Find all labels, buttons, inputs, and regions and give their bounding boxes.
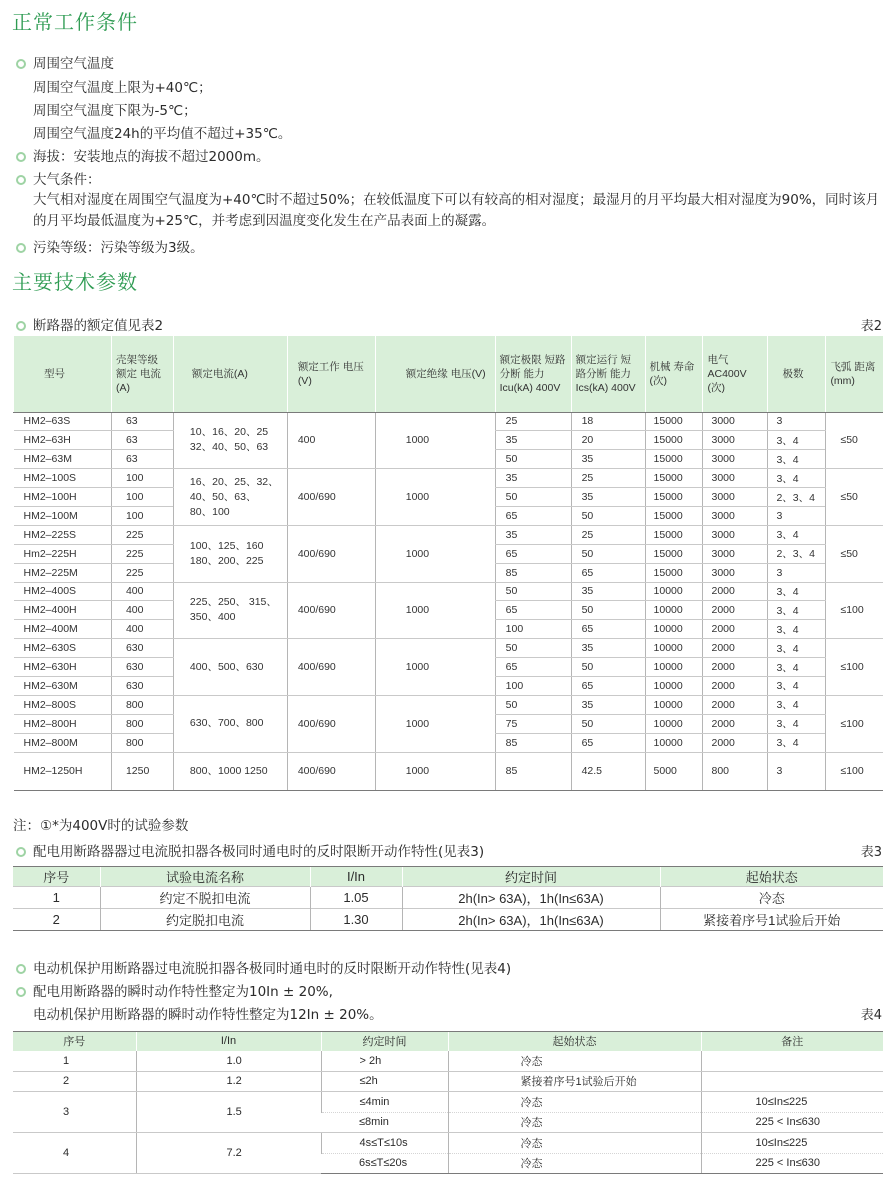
- table2-caption: [16, 314, 163, 334]
- ics-cell: 50: [571, 601, 645, 620]
- icu-cell: 50: [495, 582, 571, 601]
- icu-cell: 50: [495, 488, 571, 507]
- arc-distance-cell: ≤50: [826, 412, 883, 469]
- table-row: [14, 639, 884, 658]
- t3-cell: 约定不脱扣电流: [100, 887, 310, 909]
- elec-life-cell: 2000: [703, 582, 768, 601]
- frame-current-cell: 400: [111, 582, 173, 601]
- frame-current-cell: 1250: [111, 752, 173, 790]
- model-cell: Hm2–225H: [14, 544, 112, 563]
- icu-cell: 85: [495, 752, 571, 790]
- rated-current-cell: 800、1000 1250: [173, 752, 287, 790]
- insulation-cell: 1000: [375, 582, 495, 639]
- t4-time-cell: ≤2h: [321, 1071, 448, 1092]
- t3-cell: 2: [13, 909, 100, 931]
- instant-distribution-setting: [16, 980, 333, 1000]
- t3-cell: 约定脱扣电流: [100, 909, 310, 931]
- mech-life-cell: 15000: [645, 525, 703, 544]
- section-title-working-conditions: 正常工作条件: [12, 10, 138, 34]
- table-row: [13, 1051, 883, 1072]
- t4-remark-cell: 10≤In≤225: [701, 1133, 883, 1154]
- t3-cell: 1: [13, 887, 100, 909]
- frame-current-cell: 63: [111, 431, 173, 450]
- arc-distance-cell: ≤50: [826, 469, 883, 526]
- bullet-circle-icon: [16, 243, 26, 253]
- model-cell: HM2–1250H: [14, 752, 112, 790]
- t4-ratio-cell: 1.5: [136, 1092, 321, 1133]
- frame-current-cell: 630: [111, 676, 173, 695]
- t3-header-ratio: I/In: [310, 867, 402, 887]
- icu-cell: 50: [495, 450, 571, 469]
- icu-cell: 35: [495, 469, 571, 488]
- elec-life-cell: 3000: [703, 412, 768, 431]
- poles-cell: 3: [768, 412, 826, 431]
- col-header-rated-current: 额定电流(A): [173, 336, 287, 412]
- t4-time-cell: ≤4min: [321, 1092, 448, 1113]
- model-cell: HM2–800M: [14, 733, 112, 752]
- t4-header-no: 序号: [13, 1032, 136, 1051]
- caption-text: 配电用断路器的瞬时动作特性整定为10In ± 20%,: [33, 984, 333, 1000]
- mech-life-cell: 10000: [645, 695, 703, 714]
- frame-current-cell: 400: [111, 601, 173, 620]
- insulation-cell: 1000: [375, 412, 495, 469]
- t3-cell: 2h(In> 63A)，1h(In≤63A): [402, 909, 660, 931]
- ics-cell: 65: [571, 733, 645, 752]
- model-cell: HM2–100H: [14, 488, 112, 507]
- mech-life-cell: 10000: [645, 582, 703, 601]
- elec-life-cell: 3000: [703, 450, 768, 469]
- t4-time-cell: 6s≤T≤20s: [321, 1153, 448, 1174]
- rated-current-cell: 400、500、630: [173, 639, 287, 696]
- col-header-icu: 额定极限 短路分断 能力 Icu(kA) 400V: [495, 336, 571, 412]
- elec-life-cell: 2000: [703, 714, 768, 733]
- t4-remark-cell: [701, 1071, 883, 1092]
- icu-cell: 50: [495, 639, 571, 658]
- icu-cell: 25: [495, 412, 571, 431]
- ics-cell: 50: [571, 714, 645, 733]
- section-title-main-parameters: 主要技术参数: [12, 270, 138, 294]
- t4-ratio-cell: 1.2: [136, 1071, 321, 1092]
- mech-life-cell: 10000: [645, 601, 703, 620]
- table-row: [14, 412, 884, 431]
- model-cell: HM2–63S: [14, 412, 112, 431]
- table-row: [13, 1092, 883, 1113]
- t4-time-cell: 4s≤T≤10s: [321, 1133, 448, 1154]
- atmosphere-paragraph: 大气相对湿度在周围空气温度为+40℃时不超过50%；在较低温度下可以有较高的相对湿度；最湿月的月平均最大相对湿度为90%，同时该月的月平均最低温度为+25℃，并考虑到因温度变化发生在产品表面上的凝露。: [33, 192, 880, 229]
- caption-text: 配电用断路器器过电流脱扣器各极同时通电时的反时限断开动作特性(见表3): [33, 844, 485, 860]
- elec-life-cell: 2000: [703, 695, 768, 714]
- bullet-circle-icon: [16, 987, 26, 997]
- col-header-elec-life: 电气 AC400V (次): [703, 336, 768, 412]
- t3-cell: 紧接着序号1试验后开始: [660, 909, 883, 931]
- table-row: [13, 1133, 883, 1154]
- rated-current-cell: 225、250、 315、350、400: [173, 582, 287, 639]
- ics-cell: 20: [571, 431, 645, 450]
- col-header-ics: 额定运行 短路分断 能力 Ics(kA) 400V: [571, 336, 645, 412]
- ics-cell: 65: [571, 676, 645, 695]
- ics-cell: 35: [571, 639, 645, 658]
- model-cell: HM2–100M: [14, 506, 112, 525]
- elec-life-cell: 3000: [703, 563, 768, 582]
- t4-no-cell: 2: [13, 1071, 136, 1092]
- icu-cell: 65: [495, 601, 571, 620]
- icu-cell: 65: [495, 544, 571, 563]
- voltage-cell: 400: [287, 412, 375, 469]
- arc-distance-cell: ≤50: [826, 525, 883, 582]
- t4-header-remark: 备注: [701, 1032, 883, 1051]
- ics-cell: 50: [571, 544, 645, 563]
- arc-distance-cell: ≤100: [826, 752, 883, 790]
- icu-cell: 100: [495, 676, 571, 695]
- ics-cell: 35: [571, 582, 645, 601]
- t3-header-no: 序号: [13, 867, 100, 887]
- t3-cell: 1.30: [310, 909, 402, 931]
- col-header-frame-current: 壳架等级 额定 电流(A): [111, 336, 173, 412]
- model-cell: HM2–630H: [14, 658, 112, 677]
- mech-life-cell: 15000: [645, 488, 703, 507]
- elec-life-cell: 3000: [703, 544, 768, 563]
- mech-life-cell: 10000: [645, 639, 703, 658]
- elec-life-cell: 3000: [703, 431, 768, 450]
- icu-cell: 50: [495, 695, 571, 714]
- frame-current-cell: 630: [111, 658, 173, 677]
- model-cell: HM2–800H: [14, 714, 112, 733]
- model-cell: HM2–400M: [14, 620, 112, 639]
- icu-cell: 65: [495, 658, 571, 677]
- poles-cell: 3、4: [768, 676, 826, 695]
- ics-cell: 65: [571, 620, 645, 639]
- bullet-circle-icon: [16, 59, 26, 69]
- bullet-ambient-temperature: [16, 52, 114, 72]
- t4-header-time: 约定时间: [321, 1032, 448, 1051]
- ics-cell: 50: [571, 506, 645, 525]
- arc-distance-cell: ≤100: [826, 695, 883, 752]
- model-cell: HM2–63M: [14, 450, 112, 469]
- bullet-circle-icon: [16, 152, 26, 162]
- icu-cell: 35: [495, 431, 571, 450]
- voltage-cell: 400/690: [287, 639, 375, 696]
- elec-life-cell: 2000: [703, 658, 768, 677]
- ics-cell: 35: [571, 450, 645, 469]
- t3-cell: 1.05: [310, 887, 402, 909]
- rated-current-cell: 100、125、160 180、200、225: [173, 525, 287, 582]
- insulation-cell: 1000: [375, 639, 495, 696]
- icu-cell: 75: [495, 714, 571, 733]
- icu-cell: 100: [495, 620, 571, 639]
- elec-life-cell: 2000: [703, 733, 768, 752]
- poles-cell: 3、4: [768, 658, 826, 677]
- t4-no-cell: 1: [13, 1051, 136, 1072]
- icu-cell: 85: [495, 733, 571, 752]
- mech-life-cell: 10000: [645, 620, 703, 639]
- ics-cell: 50: [571, 658, 645, 677]
- t4-remark-cell: 225 < In≤630: [701, 1153, 883, 1174]
- bullet-label: 周围空气温度: [33, 56, 114, 72]
- poles-cell: 3、4: [768, 431, 826, 450]
- caption-text: 断路器的额定值见表2: [33, 318, 164, 334]
- poles-cell: 3: [768, 752, 826, 790]
- frame-current-cell: 800: [111, 714, 173, 733]
- poles-cell: 3、4: [768, 601, 826, 620]
- table-row: [14, 752, 884, 790]
- ratings-table: [13, 336, 883, 791]
- elec-life-cell: 800: [703, 752, 768, 790]
- t4-state-cell: 紧接着序号1试验后开始: [448, 1071, 701, 1092]
- ics-cell: 65: [571, 563, 645, 582]
- table2-tag: 表2: [860, 319, 882, 334]
- note-test-params: 注：①*为400V时的试验参数: [13, 818, 189, 834]
- frame-current-cell: 100: [111, 469, 173, 488]
- col-header-voltage: 额定工作 电压(V): [287, 336, 375, 412]
- icu-cell: 35: [495, 525, 571, 544]
- col-header-mech-life: 机械 寿命 (次): [645, 336, 703, 412]
- t4-remark-cell: [701, 1051, 883, 1072]
- mech-life-cell: 15000: [645, 563, 703, 582]
- t4-state-cell: 冷态: [448, 1051, 701, 1072]
- ics-cell: 18: [571, 412, 645, 431]
- mech-life-cell: 5000: [645, 752, 703, 790]
- t4-header-ratio: I/In: [136, 1032, 321, 1051]
- t4-header-state: 起始状态: [448, 1032, 701, 1051]
- model-cell: HM2–630M: [14, 676, 112, 695]
- poles-cell: 2、3、4: [768, 488, 826, 507]
- mech-life-cell: 15000: [645, 431, 703, 450]
- t4-ratio-cell: 7.2: [136, 1133, 321, 1174]
- voltage-cell: 400/690: [287, 752, 375, 790]
- arc-distance-cell: ≤100: [826, 639, 883, 696]
- col-header-insulation: 额定绝缘 电压(V): [375, 336, 495, 412]
- t4-no-cell: 4: [13, 1133, 136, 1174]
- elec-life-cell: 3000: [703, 506, 768, 525]
- poles-cell: 3、4: [768, 714, 826, 733]
- poles-cell: 3、4: [768, 450, 826, 469]
- voltage-cell: 400/690: [287, 469, 375, 526]
- mech-life-cell: 10000: [645, 733, 703, 752]
- frame-current-cell: 800: [111, 733, 173, 752]
- elec-life-cell: 2000: [703, 620, 768, 639]
- table-row: [14, 582, 884, 601]
- insulation-cell: 1000: [375, 469, 495, 526]
- poles-cell: 3、4: [768, 695, 826, 714]
- poles-cell: 3、4: [768, 469, 826, 488]
- t4-remark-cell: 225 < In≤630: [701, 1112, 883, 1133]
- model-cell: HM2–400S: [14, 582, 112, 601]
- model-cell: HM2–225S: [14, 525, 112, 544]
- rated-current-cell: 10、16、20、25 32、40、50、63: [173, 412, 287, 469]
- model-cell: HM2–225M: [14, 563, 112, 582]
- frame-current-cell: 800: [111, 695, 173, 714]
- col-header-poles: 极数: [768, 336, 826, 412]
- elec-life-cell: 2000: [703, 639, 768, 658]
- t4-no-cell: 3: [13, 1092, 136, 1133]
- bullet-atmosphere: [16, 168, 101, 188]
- t4-time-cell: ≤8min: [321, 1112, 448, 1133]
- bullet-label: 污染等级：污染等级为3级。: [33, 240, 204, 256]
- table-row: [14, 469, 884, 488]
- mech-life-cell: 15000: [645, 544, 703, 563]
- table-row: [13, 887, 883, 909]
- poles-cell: 3、4: [768, 639, 826, 658]
- frame-current-cell: 63: [111, 450, 173, 469]
- ics-cell: 25: [571, 469, 645, 488]
- frame-current-cell: 630: [111, 639, 173, 658]
- mech-life-cell: 15000: [645, 412, 703, 431]
- model-cell: HM2–100S: [14, 469, 112, 488]
- mech-life-cell: 10000: [645, 658, 703, 677]
- ics-cell: 42.5: [571, 752, 645, 790]
- bullet-circle-icon: [16, 964, 26, 974]
- poles-cell: 3、4: [768, 733, 826, 752]
- mech-life-cell: 15000: [645, 506, 703, 525]
- poles-cell: 2、3、4: [768, 544, 826, 563]
- ics-cell: 35: [571, 488, 645, 507]
- t4-state-cell: 冷态: [448, 1153, 701, 1174]
- frame-current-cell: 100: [111, 506, 173, 525]
- mech-life-cell: 15000: [645, 469, 703, 488]
- insulation-cell: 1000: [375, 695, 495, 752]
- t4-ratio-cell: 1.0: [136, 1051, 321, 1072]
- temp-lower-limit: 周围空气温度下限为-5℃；: [33, 103, 197, 119]
- icu-cell: 85: [495, 563, 571, 582]
- t4-state-cell: 冷态: [448, 1133, 701, 1154]
- caption-text: 电动机保护用断路器过电流脱扣器各极同时通电时的反时限断开动作特性(见表4): [33, 961, 512, 977]
- bullet-label: 海拔：安装地点的海拔不超过2000m。: [33, 149, 270, 165]
- table3-tag: 表3: [860, 845, 882, 860]
- bullet-label: 大气条件：: [33, 172, 101, 188]
- temp-average-limit: 周围空气温度24h的平均值不超过+35℃。: [33, 126, 292, 142]
- instant-motor-setting: 电动机保护用断路器的瞬时动作特性整定为12In ± 20%。: [33, 1007, 383, 1023]
- t4-state-cell: 冷态: [448, 1092, 701, 1113]
- temp-upper-limit: 周围空气温度上限为+40℃；: [33, 80, 212, 96]
- voltage-cell: 400/690: [287, 582, 375, 639]
- insulation-cell: 1000: [375, 752, 495, 790]
- poles-cell: 3、4: [768, 620, 826, 639]
- model-cell: HM2–800S: [14, 695, 112, 714]
- t4-state-cell: 冷态: [448, 1112, 701, 1133]
- bullet-altitude: [16, 145, 270, 165]
- ics-cell: 35: [571, 695, 645, 714]
- table-row: [13, 909, 883, 931]
- insulation-cell: 1000: [375, 525, 495, 582]
- frame-current-cell: 225: [111, 563, 173, 582]
- elec-life-cell: 2000: [703, 601, 768, 620]
- frame-current-cell: 100: [111, 488, 173, 507]
- t3-header-time: 约定时间: [402, 867, 660, 887]
- t4-remark-cell: 10≤In≤225: [701, 1092, 883, 1113]
- frame-current-cell: 400: [111, 620, 173, 639]
- table-row: [13, 1071, 883, 1092]
- ics-cell: 25: [571, 525, 645, 544]
- col-header-model: 型号: [14, 336, 112, 412]
- voltage-cell: 400/690: [287, 695, 375, 752]
- mech-life-cell: 15000: [645, 450, 703, 469]
- arc-distance-cell: ≤100: [826, 582, 883, 639]
- bullet-circle-icon: [16, 321, 26, 331]
- voltage-cell: 400/690: [287, 525, 375, 582]
- t3-cell: 2h(In> 63A)，1h(In≤63A): [402, 887, 660, 909]
- t3-cell: 冷态: [660, 887, 883, 909]
- table-row: [14, 525, 884, 544]
- motor-inverse-time-table: [13, 1031, 883, 1174]
- model-cell: HM2–400H: [14, 601, 112, 620]
- bullet-circle-icon: [16, 175, 26, 185]
- model-cell: HM2–630S: [14, 639, 112, 658]
- elec-life-cell: 3000: [703, 488, 768, 507]
- rated-current-cell: 16、20、25、32、 40、50、63、 80、100: [173, 469, 287, 526]
- frame-current-cell: 63: [111, 412, 173, 431]
- rated-current-cell: 630、700、800: [173, 695, 287, 752]
- frame-current-cell: 225: [111, 525, 173, 544]
- poles-cell: 3、4: [768, 525, 826, 544]
- poles-cell: 3: [768, 506, 826, 525]
- poles-cell: 3、4: [768, 582, 826, 601]
- elec-life-cell: 3000: [703, 469, 768, 488]
- frame-current-cell: 225: [111, 544, 173, 563]
- table4-tag: 表4: [860, 1008, 882, 1023]
- elec-life-cell: 3000: [703, 525, 768, 544]
- bullet-pollution: [16, 236, 204, 256]
- poles-cell: 3: [768, 563, 826, 582]
- t3-header-test-current: 试验电流名称: [100, 867, 310, 887]
- model-cell: HM2–63H: [14, 431, 112, 450]
- table-row: [14, 695, 884, 714]
- bullet-circle-icon: [16, 847, 26, 857]
- t3-header-state: 起始状态: [660, 867, 883, 887]
- mech-life-cell: 10000: [645, 714, 703, 733]
- motor-inverse-time-caption: [16, 957, 511, 977]
- elec-life-cell: 2000: [703, 676, 768, 695]
- icu-cell: 65: [495, 506, 571, 525]
- mech-life-cell: 10000: [645, 676, 703, 695]
- t4-time-cell: > 2h: [321, 1051, 448, 1072]
- distribution-inverse-time-table: [13, 866, 883, 931]
- table3-caption: [16, 840, 484, 860]
- col-header-arc: 飞弧 距离 (mm): [826, 336, 883, 412]
